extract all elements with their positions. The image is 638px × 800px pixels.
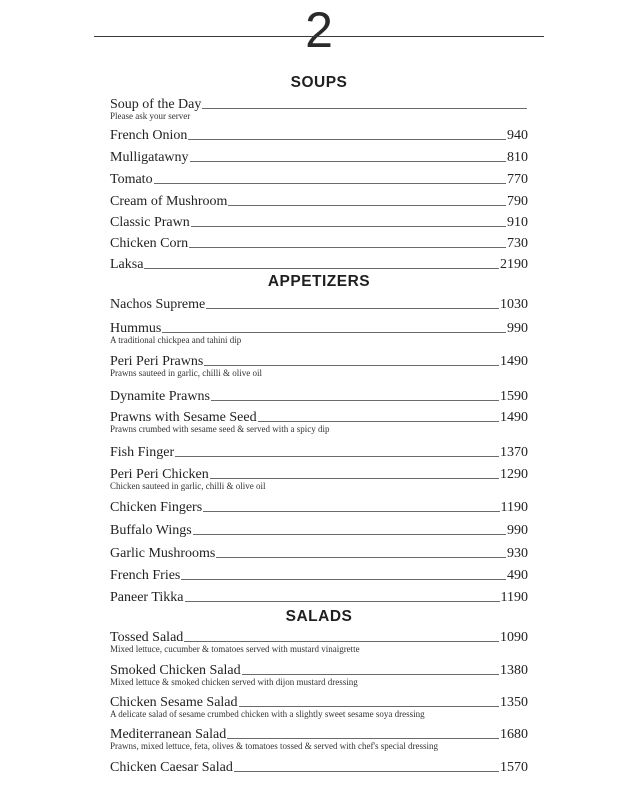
section-title-salads: SALADS	[285, 608, 353, 625]
item-name: French Fries	[110, 568, 181, 583]
dot-leader	[154, 183, 506, 184]
item-name: Prawns with Sesame Seed	[110, 410, 257, 425]
item-price: 1030	[500, 297, 528, 312]
item-name: Hummus	[110, 321, 162, 336]
item-name: Chicken Fingers	[110, 500, 203, 515]
item-price: 770	[507, 172, 528, 187]
dot-leader	[239, 706, 499, 707]
dot-leader	[204, 365, 499, 366]
dot-leader	[191, 226, 506, 227]
section-title-soups: SOUPS	[290, 74, 348, 91]
menu-item	[110, 726, 528, 751]
item-price: 810	[507, 150, 528, 165]
dot-leader	[206, 308, 499, 309]
menu-item	[110, 296, 528, 313]
menu-item	[110, 127, 528, 144]
menu-item	[110, 589, 528, 606]
menu-item	[110, 353, 528, 378]
item-price: 940	[507, 128, 528, 143]
item-name: Smoked Chicken Salad	[110, 663, 241, 678]
item-description: A delicate salad of sesame crumbed chicken with a slightly sweet sesame soya dressing	[110, 709, 425, 719]
menu-item	[110, 444, 528, 461]
item-price: 990	[507, 321, 528, 336]
dot-leader	[181, 579, 506, 580]
menu-item	[110, 662, 528, 687]
dot-leader	[258, 421, 499, 422]
dot-leader	[193, 534, 506, 535]
menu-item	[110, 499, 528, 516]
item-name: Chicken Sesame Salad	[110, 695, 238, 710]
page-number: 2	[305, 2, 333, 58]
item-name: Peri Peri Chicken	[110, 467, 209, 482]
item-name: Classic Prawn	[110, 215, 190, 230]
item-description: A traditional chickpea and tahini dip	[110, 335, 242, 345]
menu-item	[110, 545, 528, 562]
menu-item	[110, 409, 528, 434]
item-description: Prawns, mixed lettuce, feta, olives & tomatoes tossed & served with chef's special dressing	[110, 741, 439, 751]
menu-item	[110, 522, 528, 539]
item-description: Chicken sauteed in garlic, chilli & olive oil	[110, 481, 266, 491]
item-name: Cream of Mushroom	[110, 194, 228, 209]
item-price: 1490	[500, 354, 528, 369]
item-price: 1380	[500, 663, 528, 678]
menu-item	[110, 235, 528, 252]
dot-leader	[211, 400, 499, 401]
menu-item	[110, 694, 528, 719]
item-price: 1590	[500, 389, 528, 404]
menu-item	[110, 388, 528, 405]
dot-leader	[228, 205, 506, 206]
item-price: 930	[507, 546, 528, 561]
menu-item	[110, 171, 528, 188]
item-price: 1190	[500, 590, 528, 605]
menu-item	[110, 466, 528, 491]
dot-leader	[175, 456, 499, 457]
item-price: 1370	[500, 445, 528, 460]
dot-leader	[202, 108, 527, 109]
section-title-appetizers: APPETIZERS	[267, 273, 371, 290]
item-name: Buffalo Wings	[110, 523, 192, 538]
dot-leader	[144, 268, 499, 269]
item-price: 1290	[500, 467, 528, 482]
item-description: Prawns crumbed with sesame seed & served with a spicy dip	[110, 424, 330, 434]
item-price: 1090	[500, 630, 528, 645]
item-price: 990	[507, 523, 528, 538]
menu-item	[110, 149, 528, 166]
item-name: Tossed Salad	[110, 630, 184, 645]
item-price: 1680	[500, 727, 528, 742]
dot-leader	[234, 771, 499, 772]
item-name: Chicken Corn	[110, 236, 189, 251]
item-price: 1490	[500, 410, 528, 425]
item-description: Prawns sauteed in garlic, chilli & olive oil	[110, 368, 262, 378]
item-name: Paneer Tikka	[110, 590, 184, 605]
item-price: 730	[507, 236, 528, 251]
item-description: Mixed lettuce, cucumber & tomatoes served with mustard vinaigrette	[110, 644, 360, 654]
dot-leader	[188, 139, 506, 140]
item-name: Nachos Supreme	[110, 297, 206, 312]
dot-leader	[227, 738, 499, 739]
menu-item	[110, 629, 528, 654]
item-name: Peri Peri Prawns	[110, 354, 204, 369]
item-price: 1190	[500, 500, 528, 515]
dot-leader	[184, 641, 499, 642]
dot-leader	[242, 674, 499, 675]
menu-item	[110, 256, 528, 273]
dot-leader	[210, 478, 499, 479]
dot-leader	[185, 601, 500, 602]
dot-leader	[162, 332, 506, 333]
item-name: Soup of the Day	[110, 97, 202, 112]
top-divider	[94, 36, 544, 37]
item-price: 1570	[500, 760, 528, 775]
item-price: 2190	[500, 257, 528, 272]
item-price: 790	[507, 194, 528, 209]
item-name: Laksa	[110, 257, 144, 272]
item-description: Mixed lettuce & smoked chicken served with dijon mustard dressing	[110, 677, 358, 687]
item-description: Please ask your server	[110, 111, 191, 121]
menu-item	[110, 96, 528, 121]
item-name: Fish Finger	[110, 445, 175, 460]
item-name: Mediterranean Salad	[110, 727, 227, 742]
item-price: 490	[507, 568, 528, 583]
item-name: French Onion	[110, 128, 188, 143]
dot-leader	[203, 511, 499, 512]
menu-item	[110, 567, 528, 584]
item-name: Mulligatawny	[110, 150, 189, 165]
item-price: 910	[507, 215, 528, 230]
item-name: Tomato	[110, 172, 153, 187]
item-name: Garlic Mushrooms	[110, 546, 216, 561]
dot-leader	[216, 557, 506, 558]
menu-item	[110, 214, 528, 231]
item-price: 1350	[500, 695, 528, 710]
item-name: Dynamite Prawns	[110, 389, 210, 404]
item-name: Chicken Caesar Salad	[110, 760, 233, 775]
menu-item	[110, 193, 528, 210]
menu-item	[110, 320, 528, 345]
dot-leader	[190, 161, 506, 162]
menu-item	[110, 759, 528, 776]
dot-leader	[189, 247, 506, 248]
